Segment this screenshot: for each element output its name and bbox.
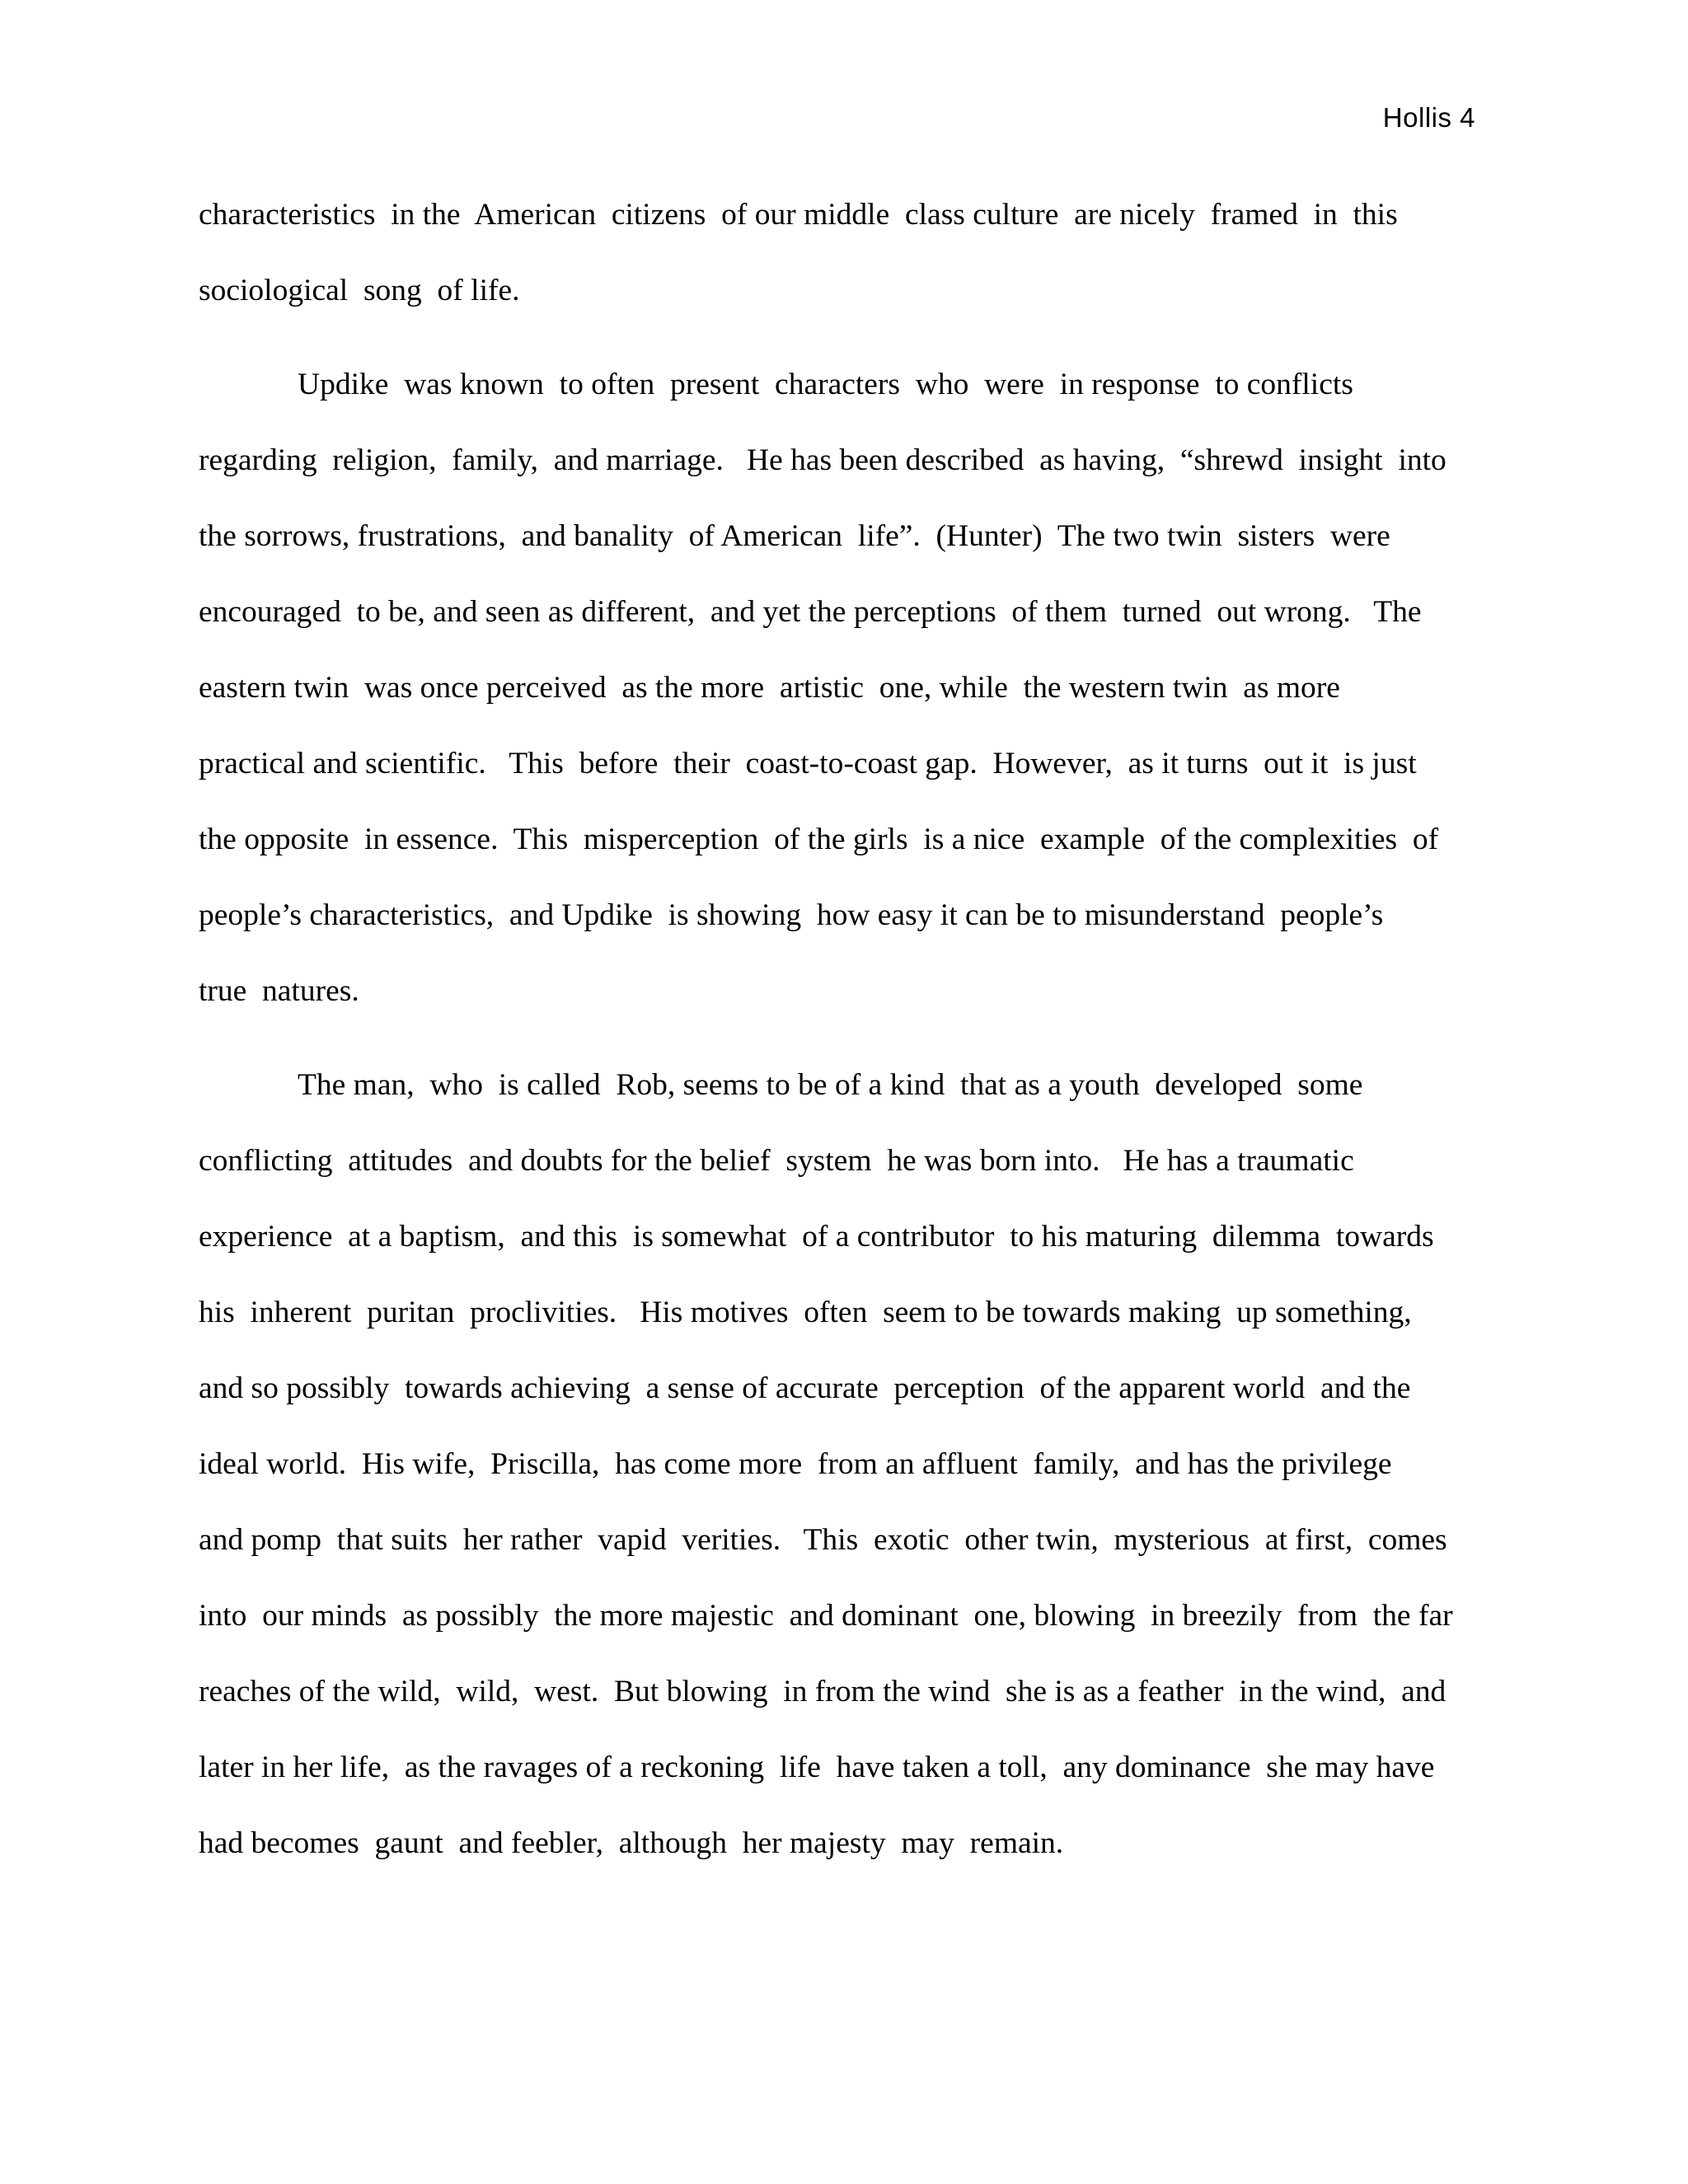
text-line: experience at a baptism, and this is somewhat of a contributor to his maturing dilemma towards [199,1220,1434,1254]
text-line: the sorrows, frustrations, and banality of American life”. (Hunter) The two twin sisters were [199,519,1390,553]
text-line: practical and scientific. This before their coast-to-coast gap. However, as it turns out it is just [199,747,1417,780]
text-line: people’s characteristics, and Updike is showing how easy it can be to misunderstand people’s [199,898,1384,932]
text-line: The man, who is called Rob, seems to be of a kind that as a youth developed some [298,1068,1363,1102]
text-line: sociological song of life. [199,274,520,307]
text-line: and so possibly towards achieving a sense of accurate perception of the apparent world and the [199,1371,1411,1405]
text-line: encouraged to be, and seen as different, and yet the perceptions of them turned out wrong. The [199,595,1422,629]
paragraph [199,1060,1501,1894]
text-line: Updike was known to often present characters who were in response to conflicts [298,368,1353,401]
text-line: characteristics in the American citizens of our middle class culture are nicely framed in this [199,198,1398,232]
text-line: the opposite in essence. This misperception of the girls is a nice example of the complexities of [199,823,1439,856]
text-line: reaches of the wild, wild, west. But blowing in from the wind she is as a feather in the wind, and [199,1675,1447,1708]
essay-body [199,190,1501,1894]
paragraph [199,190,1501,341]
page-header-label: Hollis 4 [1382,102,1475,133]
text-line: had becomes gaunt and feebler, although her majesty may remain. [199,1826,1064,1860]
text-line: conflicting attitudes and doubts for the belief system he was born into. He has a traumatic [199,1144,1354,1178]
text-line: his inherent puritan proclivities. His motives often seem to be towards making up something, [199,1296,1412,1329]
text-line: regarding religion, family, and marriage. He has been described as having, “shrewd insight into [199,443,1447,477]
text-line: true natures. [199,974,359,1008]
text-line: ideal world. His wife, Priscilla, has come more from an affluent family, and has the privilege [199,1447,1392,1481]
text-line: later in her life, as the ravages of a reckoning life have taken a toll, any dominance she may have [199,1750,1435,1784]
paragraph [199,359,1501,1042]
text-line: and pomp that suits her rather vapid verities. This exotic other twin, mysterious at first, comes [199,1523,1447,1557]
text-line: eastern twin was once perceived as the more artistic one, while the western twin as more [199,671,1340,705]
text-line: into our minds as possibly the more majestic and dominant one, blowing in breezily from the far [199,1599,1453,1633]
